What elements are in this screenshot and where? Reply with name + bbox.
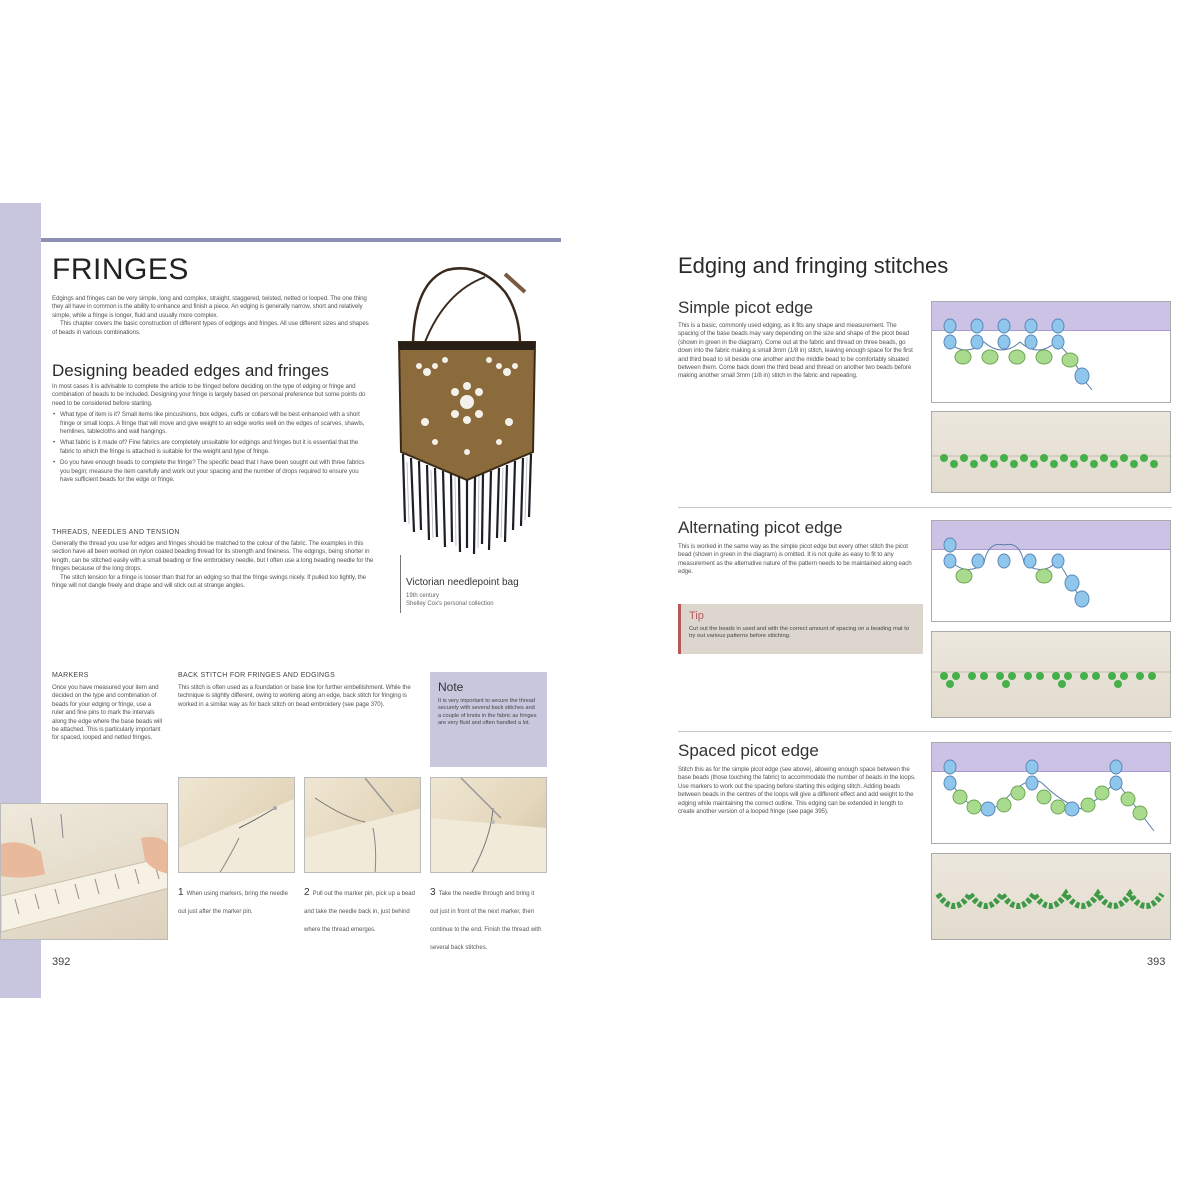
fabric-edge-illustration — [431, 778, 547, 873]
section-heading-spaced-picot: Spaced picot edge — [678, 741, 819, 760]
page-number-right: 393 — [1147, 956, 1166, 968]
simple-picot-sample — [931, 411, 1171, 493]
spaced-picot-sample — [931, 853, 1171, 940]
note-box — [430, 672, 547, 767]
step-1-photo — [178, 777, 295, 873]
section-body — [52, 383, 370, 487]
section-heading-alternating-picot: Alternating picot edge — [678, 518, 843, 537]
section-text-simple-picot: This is a basic, commonly used edging, as it fits any shape and measurement. The spacing of the base beads may vary depending on the size and shape of the picot bead (shown in green in the diagram). Come out at the fabric and thread on three beads, go down into the fabric making a small 3mm (1/8 in) stitch, leaving enough space for the first and third bead to sit beside one another and the middle bead to be comfortably situated between them. Come back down the third bead and thread on another two beads before making another small 3mm (1/8 in) stitch in the fabric and repeating. — [678, 322, 913, 380]
section-divider — [678, 731, 1172, 732]
bead-diagram-spaced — [932, 743, 1171, 844]
step-2-photo — [304, 777, 421, 873]
markers-photo — [0, 803, 168, 940]
beaded-edge-sample — [932, 854, 1171, 940]
section-divider — [678, 507, 1172, 508]
list-item: • What type of item is it? Small items like pincushions, box edges, cuffs or collars will be best enhanced with a short fringe or small loops. A fringe that will move and give weight to an edge works well on the edges of scarves, shawls, hemlines, tablecloths and wall hangings. — [60, 411, 370, 436]
step-text: Take the needle through and bring it out just in front of the next marker, then continue to the end. Finish the thread with several back stitches. — [430, 891, 542, 951]
step-3 — [430, 882, 542, 954]
section-heading-simple-picot: Simple picot edge — [678, 298, 814, 317]
victorian-bag-photo — [385, 262, 550, 562]
step-number: 3 — [430, 887, 436, 898]
tip-title: Tip — [689, 610, 704, 622]
step-number: 2 — [304, 887, 310, 898]
threads-paragraph: Generally the thread you use for edges and fringes should be matched to the colour of the fabric. The examples in this section have all been worked on nylon coated beading thread for its strength and fineness. The edgings, being shorter in length, can be stitched easily with a small beading or fine embroidery needle, but I often use a long beading needle for the fringes because of the long drops. — [52, 540, 374, 573]
note-title: Note — [438, 680, 464, 694]
tip-box — [678, 604, 923, 654]
considerations-list — [52, 411, 370, 484]
section-text-spaced-picot: Stitch this as for the simple picot edge (see above), allowing enough space between the base beads (those touching the fabric) to accommodate the number of beads in the loops. Use markers to work out the spacing before starting this edging stitch. Adding beads between beads in the centres of the loops will give a different effect and add weight to the edging while maintaining the correct outline. This edging can be extended in length to create another version of a looped fringe (see page 395). — [678, 766, 916, 816]
alternating-picot-sample — [931, 631, 1171, 718]
header-rule — [41, 238, 561, 242]
bead-diagram-simple — [932, 302, 1171, 403]
section-heading: Designing beaded edges and fringes — [52, 361, 329, 380]
step-text: Pull out the marker pin, pick up a bead and take the needle back in, just behind where the thread emerges. — [304, 891, 415, 933]
section-paragraph: In most cases it is advisable to complete the article to be fringed before deciding on the type of edging or fringe and combination of beads to be included. Designing your fringe is largely based on personal preference but some points do need to be considered before starting. — [52, 383, 366, 407]
markers-body: Once you have measured your item and decided on the type and combination of beads for your edging or fringe, use a ruler and fine pins to mark the intervals along the edge where the base beads will be attached. This is particularly important for spaced, looped and netted fringes. — [52, 684, 162, 742]
threads-body — [52, 540, 376, 590]
note-text: It is very important to secure the thread securely with several back stitches and a couple of knots in the fabric as fringes are very fluid and often handled a lot. — [438, 698, 537, 727]
list-item: • What fabric is it made of? Fine fabrics are completely unsuitable for edgings and fringes but it is essential that the fabric to which the fringe is attached is suitable for the weight and type of fringe. — [60, 439, 370, 456]
fabric-edge-illustration — [305, 778, 421, 873]
caption-details — [406, 592, 494, 608]
step-text: When using markers, bring the needle out just after the marker pin. — [178, 891, 288, 915]
caption-rule — [400, 555, 401, 613]
beaded-edge-sample — [932, 412, 1171, 493]
step-2 — [304, 882, 416, 936]
step-number: 1 — [178, 887, 184, 898]
bead-diagram-alternating — [932, 521, 1171, 622]
step-1 — [178, 882, 290, 918]
page-number-left: 392 — [52, 956, 71, 968]
backstitch-heading: BACK STITCH FOR FRINGES AND EDGINGS — [178, 672, 336, 679]
fabric-edge-illustration — [179, 778, 295, 873]
simple-picot-diagram — [931, 301, 1171, 403]
markers-heading: MARKERS — [52, 672, 89, 679]
intro-text — [52, 295, 370, 337]
intro-paragraph: Edgings and fringes can be very simple, long and complex, straight, staggered, twisted, netted or looped. The one thing they all have in common is the ability to enhance and finish a piece. An edging is generally narrow, short and relatively simple, while a fringe is longer, fluid and usually more complex. — [52, 295, 367, 319]
list-item: • Do you have enough beads to complete the fringe? The specific bead that I have been sought out with three fabrics you begin; measure the item carefully and work out your spacing and the number of drops required to ensure you have sufficient beads for the edge or fringe. — [60, 459, 370, 484]
caption-collection: Shelley Cox's personal collection — [406, 601, 494, 607]
threads-paragraph-2: The stitch tension for a fringe is looser than that for an edging so that the fringe swings nicely. If pulled too tightly, the fringe will not dangle freely and drape and will stick out at strange angles. — [52, 573, 367, 590]
page-title: FRINGES — [52, 253, 189, 286]
right-page-title: Edging and fringing stitches — [678, 253, 949, 278]
alternating-picot-diagram — [931, 520, 1171, 622]
backstitch-body: This stitch is often used as a foundation or base line for further embellishment. While the technique is slightly different, owing to working along an edge, back stitch for fringing is worked in a similar way as for back stitch on bead embroidery (see page 370). — [178, 684, 411, 708]
section-text-alternating-picot: This is worked in the same way as the simple picot edge but every other stitch the picot bead (shown in green in the diagram) is omitted. It is not quite as easy to fit to any measurement as the alternative nature of the pattern needs to be maintained along each edge. — [678, 543, 912, 576]
beaded-edge-sample — [932, 632, 1171, 718]
threads-heading: THREADS, NEEDLES AND TENSION — [52, 529, 180, 536]
spaced-picot-diagram — [931, 742, 1171, 844]
tip-text: Cut out the beads in used and with the correct amount of spacing on a beading mat to try out various patterns before stitching. — [689, 626, 910, 640]
ruler-illustration — [1, 804, 168, 940]
step-3-photo — [430, 777, 547, 873]
caption-date: 19th century — [406, 593, 440, 599]
caption-title: Victorian needlepoint bag — [406, 577, 519, 588]
intro-paragraph-2: This chapter covers the basic construction of different types of edgings and fringes. All use different sizes and shapes of beads in various combinations. — [52, 320, 369, 336]
